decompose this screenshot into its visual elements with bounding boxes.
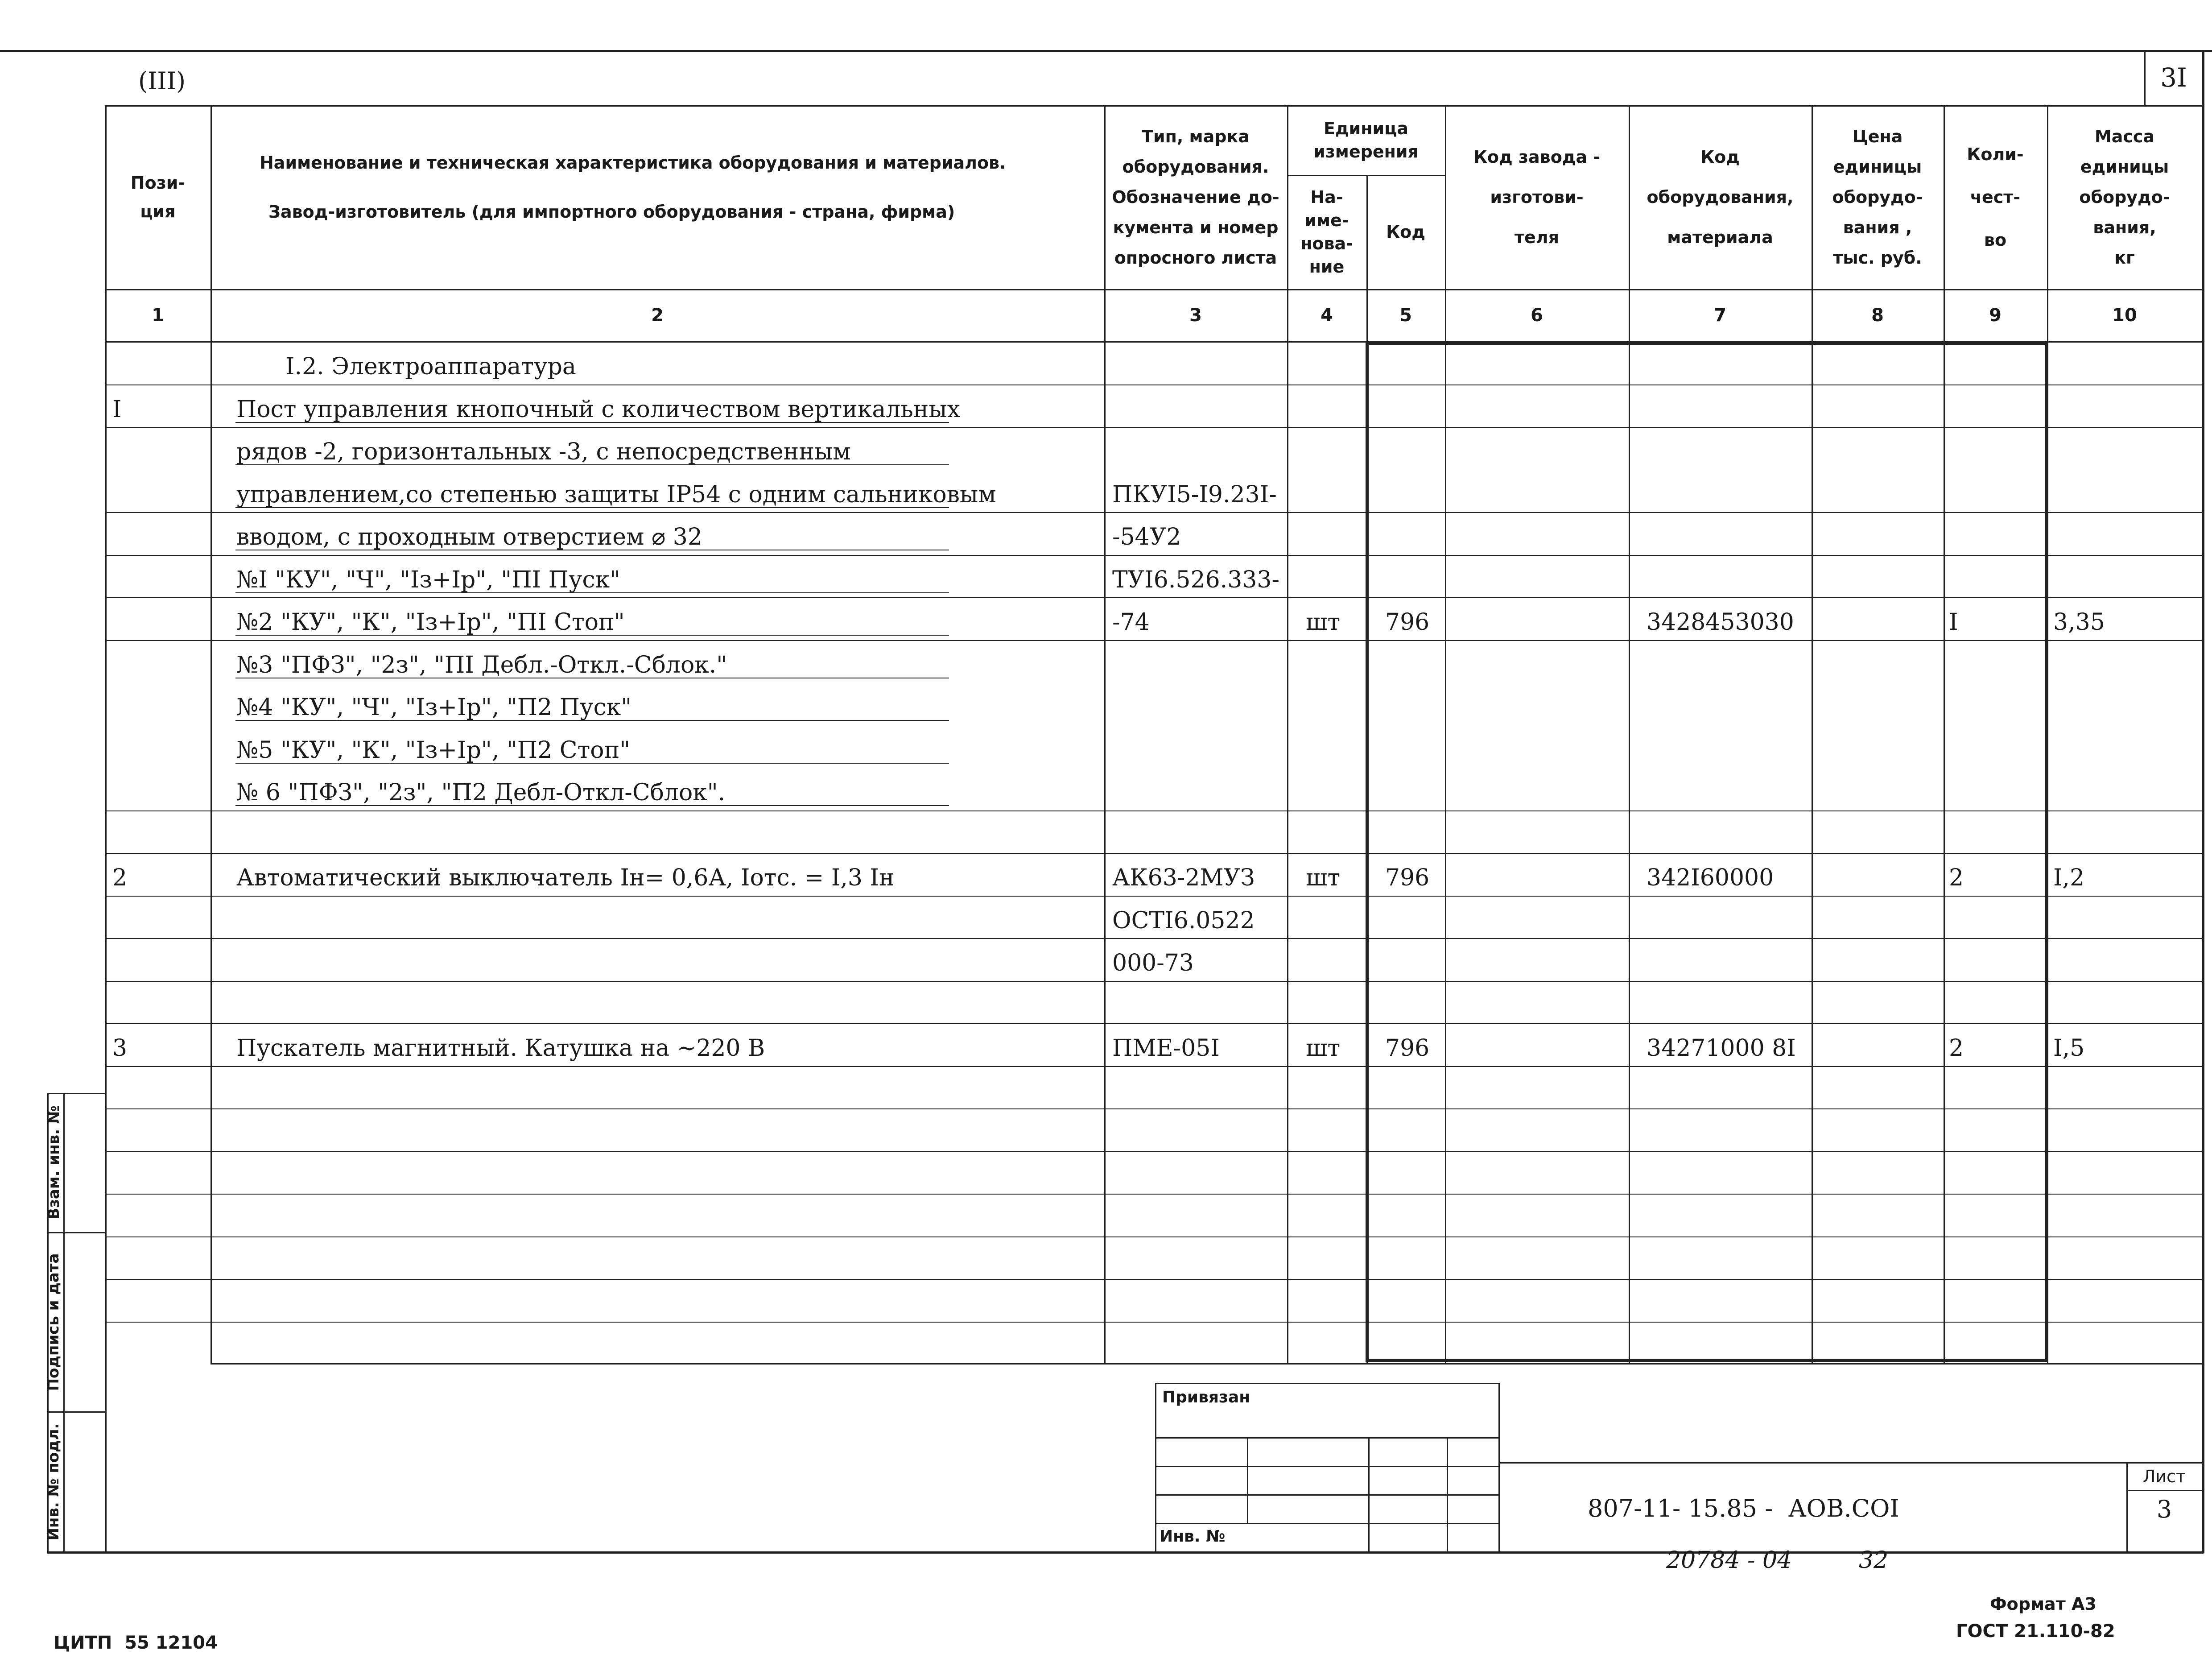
colnum-10: 10 — [2112, 305, 2137, 326]
gost-label: ГОСТ 21.110-82 — [1956, 1621, 2115, 1642]
cell-name: №5 "КУ", "К", "Iз+Iр", "П2 Стоп" — [236, 736, 631, 764]
cell-name: Автоматический выключатель Iн= 0,6А, Iотс. = I,3 Iн — [236, 864, 895, 891]
privyazan-col1 — [1247, 1437, 1248, 1523]
cell-type: -54У2 — [1112, 524, 1181, 550]
cell-mass: 3,35 — [2053, 609, 2105, 636]
name-underline — [235, 422, 949, 423]
row-line — [105, 981, 2202, 982]
header-position: Пози- ция — [130, 173, 186, 221]
cell-mass: I,5 — [2053, 1035, 2085, 1062]
header-unit-name: На- име- нова- ние — [1300, 187, 1353, 277]
name-underline — [235, 720, 949, 721]
sheet-right-border — [2202, 50, 2204, 1553]
cell-code: 796 — [1385, 1035, 1430, 1062]
cell-type: -74 — [1112, 609, 1150, 636]
sheet-top-border — [0, 50, 2212, 52]
side-stamp-vzam-inv: Взам. инв. № — [45, 1105, 63, 1220]
inv-no-label: Инв. № — [1160, 1527, 1226, 1546]
cell-type: ТУI6.526.333- — [1112, 566, 1280, 593]
cell-pos: 2 — [112, 864, 128, 891]
cell-unit: шт — [1306, 609, 1341, 636]
header-unit-price: Цена единицы оборудо- вания , тыс. руб. — [1832, 127, 1923, 268]
side-stamp-podpis-data: Подпись и дата — [45, 1253, 62, 1391]
cell-pos: 3 — [112, 1035, 128, 1062]
handwritten-page: 32 — [1859, 1547, 1889, 1574]
privyazan-label: Привязан — [1162, 1388, 1250, 1406]
row-line — [105, 427, 2202, 428]
cell-name: вводом, с проходным отверстием ⌀ 32 — [236, 524, 702, 550]
colnum-1: 1 — [152, 305, 164, 326]
code-region-right — [2045, 342, 2048, 1361]
colnum-5: 5 — [1399, 305, 1412, 326]
row-line — [105, 896, 2202, 897]
row-line — [105, 853, 2202, 854]
cell-name: №4 "КУ", "Ч", "Iз+Iр", "П2 Пуск" — [236, 694, 632, 721]
cell-equip: 34271000 8I — [1647, 1035, 1796, 1062]
header-name-line2: Завод-изготовитель (для импортного оборудования - страна, фирма) — [268, 202, 955, 222]
cell-name: №2 "КУ", "К", "Iз+Iр", "ПI Стоп" — [236, 609, 625, 636]
cell-type: ПМЕ-05I — [1112, 1035, 1220, 1062]
cell-name: рядов -2, горизонтальных -3, с непосредственным — [236, 438, 851, 465]
name-underline — [235, 464, 949, 465]
cell-type: АК63-2МУЗ — [1112, 864, 1255, 891]
row-line — [105, 1108, 2202, 1109]
colnum-6: 6 — [1531, 305, 1543, 326]
cell-qty: 2 — [1949, 1035, 1964, 1062]
corner-page-number: 3I — [2160, 62, 2187, 93]
code-region-top — [1366, 342, 2048, 345]
header-unit-group: Единица измерения — [1313, 119, 1419, 161]
cell-name: №I "КУ", "Ч", "Iз+Iр", "ПI Пуск" — [236, 566, 621, 593]
format-label: Формат А3 — [1990, 1594, 2096, 1614]
row-line — [105, 597, 2202, 598]
cell-type: 000-73 — [1112, 950, 1194, 976]
header-plant-code: Код завода - изготови- теля — [1473, 147, 1601, 247]
header-quantity: Коли- чест- во — [1967, 145, 2024, 250]
row-line — [105, 1322, 2202, 1323]
table-body-bottom — [210, 1363, 2202, 1365]
header-type: Тип, марка оборудования. Обозначение до- кумента и номер опросного листа — [1112, 127, 1279, 268]
row-line — [105, 555, 2202, 556]
handwritten-number: 20784 - 04 — [1666, 1547, 1792, 1574]
colnum-8: 8 — [1871, 305, 1884, 326]
row-line — [105, 1023, 2202, 1024]
row-line — [105, 1066, 2202, 1067]
header-unit-code: Код — [1386, 222, 1425, 242]
list-number: 3 — [2156, 1495, 2172, 1523]
colnum-3: 3 — [1189, 305, 1202, 326]
row-line — [105, 938, 2202, 939]
colnum-2: 2 — [651, 305, 664, 326]
privyazan-right — [1498, 1383, 1500, 1552]
name-underline — [235, 805, 949, 806]
cell-name: № 6 "ПФЗ", "2з", "П2 Дебл-Откл-Сблок". — [236, 779, 726, 806]
header-equipment-code: Код оборудования, материала — [1647, 147, 1794, 247]
cell-code: 796 — [1385, 609, 1430, 636]
cell-unit: шт — [1306, 864, 1341, 891]
colnum-9: 9 — [1989, 305, 2002, 326]
cell-qty: I — [1949, 609, 1958, 636]
privyazan-left — [1155, 1383, 1156, 1552]
title-block-top — [1498, 1462, 2202, 1464]
row-line — [105, 640, 2202, 641]
cell-name: Пускатель магнитный. Катушка на ∼220 В — [236, 1035, 765, 1062]
privyazan-col2 — [1368, 1437, 1370, 1551]
side-stamp-inv-podl: Инв. № подл. — [45, 1423, 62, 1541]
colnum-4: 4 — [1321, 305, 1333, 326]
cell-qty: 2 — [1949, 864, 1964, 891]
section-mark: (III) — [138, 67, 186, 95]
cell-equip: 342I60000 — [1647, 864, 1774, 891]
row-line — [105, 512, 2202, 513]
cell-equip: 3428453030 — [1647, 609, 1794, 636]
row-line — [105, 1236, 2202, 1237]
cell-name: I.2. Электроаппаратура — [285, 353, 576, 380]
row-line — [105, 810, 2202, 811]
cell-code: 796 — [1385, 864, 1430, 891]
privyazan-col3 — [1447, 1437, 1448, 1551]
name-underline — [235, 763, 949, 764]
row-line — [105, 1151, 2202, 1152]
cell-mass: I,2 — [2053, 864, 2085, 891]
name-underline — [235, 635, 949, 636]
list-box-divider — [2126, 1490, 2202, 1491]
cell-name: Пост управления кнопочный с количеством вертикальных — [236, 396, 961, 423]
code-region-bottom — [1366, 1359, 2048, 1362]
name-underline — [235, 507, 949, 508]
name-underline — [235, 592, 949, 593]
cell-name: №3 "ПФЗ", "2з", "ПI Дебл.-Откл.-Сблок." — [236, 651, 727, 678]
header-name-line1: Наименование и техническая характеристика оборудования и материалов. — [260, 153, 1006, 173]
cell-name: управлением,со степенью защиты IP54 с одним сальниковым — [236, 481, 996, 508]
cell-unit: шт — [1306, 1035, 1341, 1062]
row-line — [105, 1194, 2202, 1195]
list-label: Лист — [2142, 1467, 2186, 1486]
cell-pos: I — [112, 396, 122, 423]
cell-type: ОСТI6.0522 — [1112, 907, 1255, 934]
privyazan-top — [1155, 1383, 1498, 1384]
row-line — [105, 1279, 2202, 1280]
header-unit-mass: Масса единицы оборудо- вания, кг — [2079, 127, 2170, 268]
code-region-left — [1366, 342, 1369, 1361]
cell-type: ПКУI5-I9.23I- — [1112, 481, 1277, 508]
colnum-7: 7 — [1714, 305, 1726, 326]
document-code: 807-11- 15.85 - АОВ.СОI — [1588, 1494, 1899, 1522]
bottom-left-code: ЦИТП 55 12104 — [54, 1633, 218, 1653]
